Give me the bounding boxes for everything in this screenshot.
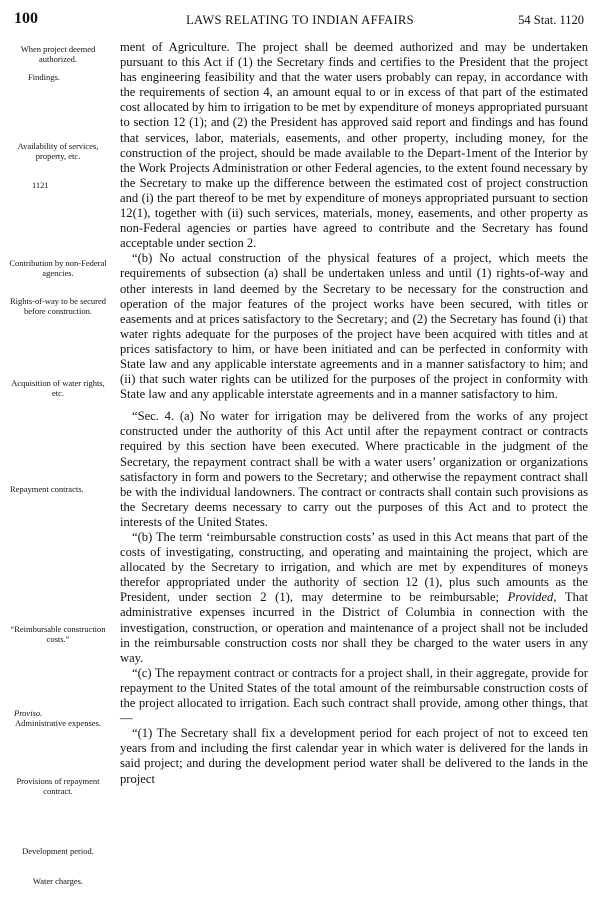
margin-note-findings: Findings. [28,72,60,82]
margin-note-provisions-repayment: Provisions of repayment contract. [16,776,100,796]
proviso-word: Provided, [507,590,557,605]
margin-note-page-marker: ​1121 [32,180,49,190]
running-head: LAWS RELATING TO INDIAN AFFAIRS [186,13,414,27]
paragraph-section-4-c-1: “(1) The Secretary shall fix a development period for each project of not to exceed ten years from and including the first calendar year in which water is delivered for the lands in said project; and during the development period water shall be delivered to the lands in the project [120,726,588,786]
paragraph-subsection-b-construction: “(b) No actual construction of the physical features of a project, which meets the requirements of subsection (a) shall be undertaken unless and until (1) rights-of-way and other interests in land deemed by the Secretary to be necessary for the construction and operation of the major features of the project works have been secured, with titles or easements and at prices satisfactory to the Secretary; and (2) the Secretary has found (i) that water rights adequate for the purposes of the project have been acquired with titles and at prices satisfactory to him, or have been initiated and can be perfected in conformity with State law and any applicable interstate agreements and in a manner satisfactory to him; and (ii) that such water rights can be utilized for the purposes of the project in conformity with State law and any applicable interstate agreements and in a manner satisfactory to him. [120,251,588,402]
paragraph-section-4-c: “(c) The repayment contract or contracts for a project shall, in their aggregate, provide for repayment to the United States of the total amount of the reimbursable construction costs of the project allocated to irrigation. Each such contract shall provide, among other things, that— [120,665,588,726]
margin-note-availability: Availability of services, property, etc. [17,141,99,161]
margin-note-water-rights: Acquisition of water rights, etc. [11,378,105,398]
paragraph-section-4-b [120,530,588,666]
margin-note-contribution: Contribution by non-Federal agencies. [9,258,107,278]
margin-note-rights-of-way: Rights-of-way to be secured before construction. [9,296,107,316]
paragraph-continuation: ment of Agriculture. The project shall be deemed authorized and may be undertaken pursuant to this Act if (1) the Secretary finds and certifies to the President that the project has engineering feasibility and that the water users probably can repay, in accordance with the requirements of section 4, an amount equal to or in excess of that part of the estimated cost allocated by him to irrigation to be met by expenditure of moneys appropriated pursuant to section 12 (1); and (2) the President has approved said report and findings and has found that services, labor, materials, easements, and other property, including money, for the construction of the project, should be made available to the Depart-​1ment of the Interior by the Work Projects Administration or other Federal agencies, to the extent found necessary by the Secretary to make up the difference between the estimated cost of project construction and (i) the part thereof to be met by expenditure of moneys appropriated pursuant to section 12(1), together with (ii) such services, materials, money, easements, and other property as non-Federal agencies or parties have agreed to contribute and the Secretary has found acceptable under section 2. [120,40,588,251]
statute-body [120,40,588,787]
margin-note-reimbursable-costs: “Reimbursable construction costs.” [10,624,106,644]
page-number: 100 [14,10,38,27]
reimbursable-definition: “(b) The term ‘reimbursable construction costs’ as used in this Act means that part of the costs of investigating, constructing, and operating and maintaining the project, which are allocated by the Secretary to irrigation, and which are met by expenditures of moneys therefor appropriated under the authority of section 12 (1), plus such amounts as the President, under section 2 (1), may determine to be reimbursable; [120,530,588,605]
margin-note-administrative-expenses: Administrative expenses. [15,718,101,728]
statute-reference: 54 Stat. 1120 [518,13,584,27]
margin-note-proviso: Proviso. [14,708,43,718]
margin-note-repayment-contracts: Repayment contracts. [10,484,84,494]
margin-note-development-period: Development period. [22,846,94,856]
margin-note-water-charges: Water charges. [32,876,84,886]
page-header [0,10,600,34]
margin-note-authorized: When project deemed authorized. [20,44,96,64]
paragraph-section-4-a: “Sec. 4. (a) No water for irrigation may be delivered from the works of any project constructed under the authority of this Act until after the repayment contract or contracts required by this section have been executed. Where practicable in the judgment of the Secretary, the repayment contract shall be with a water users’ organization or organizations satisfactory in form and powers to the Secretary; and otherwise the repayment contract shall be with the individual landowners. The contract or contracts shall contain such provisions as the Secretary deems necessary to carry out the purposes of this Act and to protect the interests of the United States. [120,409,588,529]
proviso-text: That administrative expenses incurred in the District of Columbia in connection with the investigation, construction, or operation and maintenance of a project shall not be included in the reimbursable construction costs nor shall they be charged to the water users in any way. [120,590,588,665]
